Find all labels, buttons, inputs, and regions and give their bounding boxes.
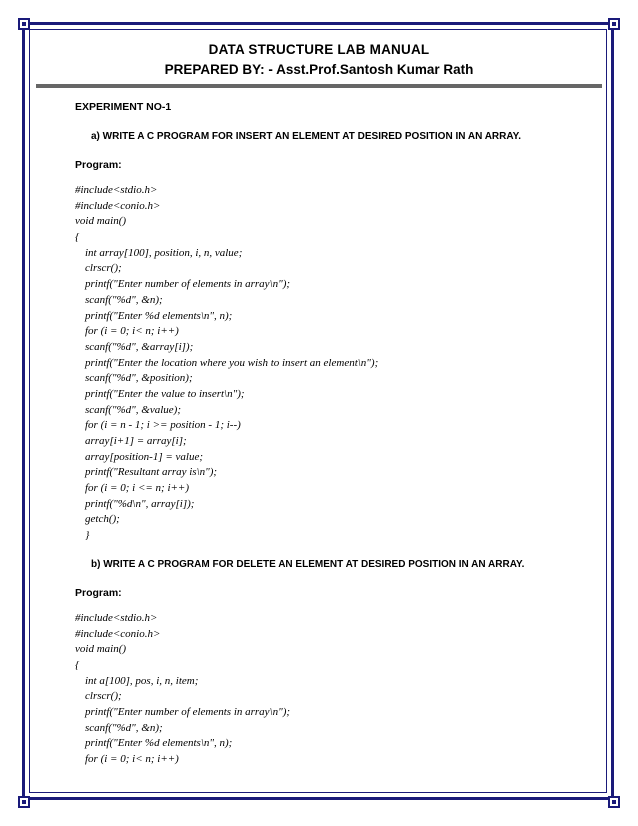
code-line: for (i = 0; i< n; i++)	[85, 325, 179, 338]
experiment-title: EXPERIMENT NO-1	[75, 101, 172, 113]
code-line: #include<stdio.h>	[75, 611, 158, 624]
code-line: int a[100], pos, i, n, item;	[85, 674, 199, 687]
corner-ornament	[608, 796, 620, 808]
code-line: clrscr();	[85, 262, 122, 275]
code-line: #include<conio.h>	[75, 199, 161, 212]
code-line: printf("Resultant array is\n");	[85, 466, 218, 479]
corner-ornament	[18, 18, 30, 30]
code-line: {	[75, 231, 80, 244]
code-line: printf("Enter %d elements\n", n);	[85, 309, 233, 322]
code-line: array[i+1] = array[i];	[85, 435, 187, 447]
code-line: scanf("%d", &position);	[85, 372, 193, 385]
code-line: getch();	[85, 513, 120, 526]
code-line: printf("Enter the location where you wish to insert an element\n");	[85, 356, 379, 369]
code-block-b	[75, 611, 595, 768]
code-block-a	[75, 183, 595, 544]
code-line: for (i = 0; i <= n; i++)	[85, 482, 190, 495]
code-line: #include<conio.h>	[75, 627, 161, 640]
code-line: int array[100], position, i, n, value;	[85, 246, 243, 259]
code-line: printf("Enter the value to insert\n");	[85, 387, 245, 400]
question-a: a) WRITE A C PROGRAM FOR INSERT AN ELEMENT AT DESIRED POSITION IN AN ARRAY.	[91, 131, 522, 142]
code-line: printf("Enter %d elements\n", n);	[85, 737, 233, 750]
page-header	[0, 40, 638, 80]
manual-title: DATA STRUCTURE LAB MANUAL	[208, 42, 430, 57]
code-line: printf("%d\n", array[i]);	[85, 497, 195, 510]
code-line: for (i = n - 1; i >= position - 1; i--)	[85, 419, 241, 432]
corner-ornament	[608, 18, 620, 30]
code-line: scanf("%d", &array[i]);	[85, 340, 194, 353]
code-line: array[position-1] = value;	[85, 450, 204, 463]
document-body	[75, 100, 595, 768]
code-line: #include<stdio.h>	[75, 184, 158, 196]
question-b: b) WRITE A C PROGRAM FOR DELETE AN ELEMENT AT DESIRED POSITION IN AN ARRAY.	[91, 558, 525, 570]
corner-ornament	[18, 796, 30, 808]
code-line: for (i = 0; i< n; i++)	[85, 753, 179, 765]
program-label-a: Program:	[75, 159, 122, 171]
code-line: void main()	[75, 643, 127, 656]
author-line: PREPARED BY: - Asst.Prof.Santosh Kumar Rath	[164, 62, 474, 77]
code-line: printf("Enter number of elements in array\n");	[85, 278, 291, 291]
code-line: scanf("%d", &n);	[85, 721, 163, 734]
code-line: }	[85, 529, 90, 542]
code-line: scanf("%d", &n);	[85, 293, 163, 306]
code-line: printf("Enter number of elements in array\n");	[85, 705, 291, 718]
program-label-b: Program:	[75, 586, 122, 599]
code-line: void main()	[75, 215, 127, 228]
code-line: clrscr();	[85, 690, 122, 703]
code-line: {	[75, 658, 80, 671]
code-line: scanf("%d", &value);	[85, 403, 181, 416]
header-divider	[36, 84, 602, 88]
